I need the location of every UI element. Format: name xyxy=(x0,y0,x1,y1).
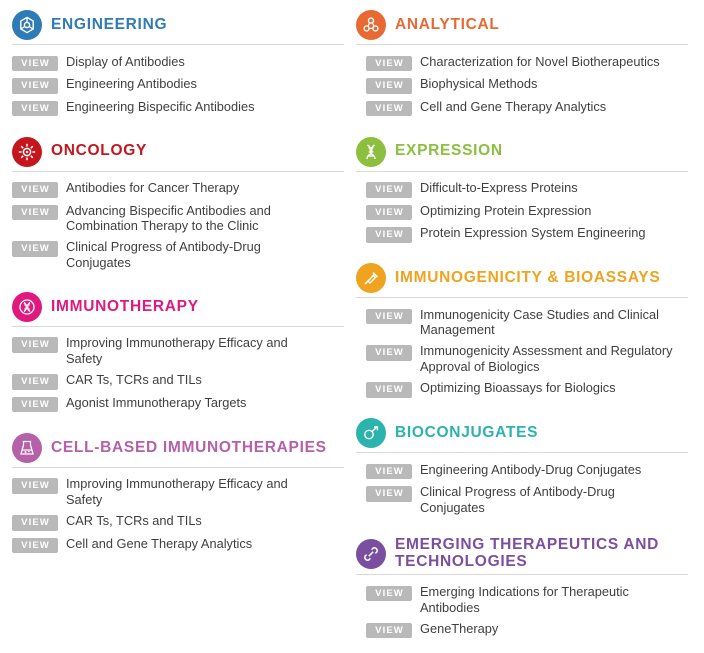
list-item[interactable] xyxy=(366,581,688,618)
session-title[interactable]: Engineering Antibodies xyxy=(66,76,197,91)
view-button[interactable]: VIEW xyxy=(12,478,58,494)
session-title[interactable]: Difficult-to-Express Proteins xyxy=(420,180,578,195)
list-item[interactable] xyxy=(12,392,344,415)
right-track-sections xyxy=(356,8,688,653)
session-list xyxy=(12,51,344,119)
view-button[interactable]: VIEW xyxy=(12,56,58,72)
session-title[interactable]: Immunogenicity Assessment and Regulatory Approval of Biologics xyxy=(420,343,673,375)
view-button[interactable]: VIEW xyxy=(366,345,412,361)
list-item[interactable] xyxy=(366,51,688,74)
view-button[interactable]: VIEW xyxy=(366,227,412,243)
section-title: EXPRESSION xyxy=(395,142,503,160)
immune-cell-icon xyxy=(12,292,42,322)
session-title[interactable]: Display of Antibodies xyxy=(66,53,185,69)
session-title[interactable]: Optimizing Protein Expression xyxy=(420,202,592,218)
section-title: ONCOLOGY xyxy=(51,142,148,160)
session-title[interactable]: Biophysical Methods xyxy=(420,76,538,91)
session-title[interactable]: Agonist Immunotherapy Targets xyxy=(66,394,247,410)
session-list xyxy=(356,459,688,518)
list-item[interactable] xyxy=(12,474,344,511)
section-immunogenicity-bioassays xyxy=(356,261,688,412)
session-title[interactable]: Immunogenicity Case Studies and Clinical Management xyxy=(420,306,659,338)
section-cell-based-immunotherapies xyxy=(12,431,344,568)
view-button[interactable]: VIEW xyxy=(12,337,58,353)
list-item[interactable] xyxy=(12,51,344,74)
view-button[interactable]: VIEW xyxy=(366,182,412,198)
section-header-oncology xyxy=(12,135,344,171)
section-expression xyxy=(356,135,688,258)
spacer xyxy=(12,415,344,427)
list-item[interactable] xyxy=(366,96,688,119)
conjugate-link-icon xyxy=(356,418,386,448)
session-list xyxy=(356,51,688,119)
view-button[interactable]: VIEW xyxy=(366,309,412,325)
syringe-icon xyxy=(356,263,386,293)
spacer xyxy=(356,641,688,653)
list-item[interactable] xyxy=(366,178,688,201)
list-item[interactable] xyxy=(366,223,688,246)
list-item[interactable] xyxy=(12,178,344,201)
session-title[interactable]: Clinical Progress of Antibody-Drug Conjugates xyxy=(66,239,261,271)
left-track-sections xyxy=(12,8,344,568)
list-item[interactable] xyxy=(366,341,688,378)
session-title[interactable]: Optimizing Bioassays for Biologics xyxy=(420,380,616,396)
section-header-expression xyxy=(356,135,688,171)
cell-burst-icon xyxy=(12,137,42,167)
list-item[interactable] xyxy=(12,96,344,119)
section-title: IMMUNOTHERAPY xyxy=(51,297,199,315)
view-button[interactable]: VIEW xyxy=(366,382,412,398)
list-item[interactable] xyxy=(366,378,688,401)
list-item[interactable] xyxy=(366,482,688,519)
right-column xyxy=(350,8,694,651)
session-title[interactable]: Cell and Gene Therapy Analytics xyxy=(66,535,253,551)
view-button[interactable]: VIEW xyxy=(12,101,58,117)
view-button[interactable]: VIEW xyxy=(12,515,58,531)
section-divider xyxy=(12,326,344,327)
spacer xyxy=(356,519,688,531)
session-list xyxy=(12,474,344,556)
left-column xyxy=(6,8,350,651)
session-list xyxy=(12,178,344,274)
view-button[interactable]: VIEW xyxy=(12,374,58,390)
list-item[interactable] xyxy=(366,618,688,641)
view-button[interactable]: VIEW xyxy=(366,56,412,72)
section-title: EMERGING THERAPEUTICS AND TECHNOLOGIES xyxy=(395,535,660,570)
spacer xyxy=(356,400,688,412)
section-header-engineering xyxy=(12,8,344,44)
session-title[interactable]: Improving Immunotherapy Efficacy and Safety xyxy=(66,335,288,367)
list-item[interactable] xyxy=(366,200,688,223)
session-title[interactable]: Emerging Indications for Therapeutic Antibodies xyxy=(420,583,629,615)
antibody-hex-icon xyxy=(12,10,42,40)
section-divider xyxy=(356,452,688,453)
session-title[interactable]: CAR Ts, TCRs and TILs xyxy=(66,513,202,529)
spacer xyxy=(12,556,344,568)
view-button[interactable]: VIEW xyxy=(12,538,58,554)
section-header-immunogenicity-bioassays xyxy=(356,261,688,297)
session-title[interactable]: Protein Expression System Engineering xyxy=(420,225,646,240)
session-title[interactable]: Cell and Gene Therapy Analytics xyxy=(420,98,607,114)
list-item[interactable] xyxy=(12,533,344,556)
spacer xyxy=(12,274,344,286)
section-divider xyxy=(356,574,688,575)
molecule-nodes-icon xyxy=(356,10,386,40)
list-item[interactable] xyxy=(366,74,688,97)
session-list xyxy=(12,333,344,415)
view-button[interactable]: VIEW xyxy=(12,205,58,221)
session-title[interactable]: Clinical Progress of Antibody-Drug Conjugates xyxy=(420,484,615,516)
section-divider xyxy=(12,171,344,172)
session-title[interactable]: Advancing Bispecific Antibodies and Combination Therapy to the Clinic xyxy=(66,202,271,234)
section-divider xyxy=(356,171,688,172)
view-button[interactable]: VIEW xyxy=(366,586,412,602)
session-list xyxy=(356,178,688,246)
section-header-bioconjugates xyxy=(356,416,688,452)
list-item[interactable] xyxy=(12,333,344,370)
section-engineering xyxy=(12,8,344,131)
view-button[interactable]: VIEW xyxy=(366,623,412,639)
session-title[interactable]: Characterization for Novel Biotherapeutics xyxy=(420,53,660,69)
section-immunotherapy xyxy=(12,290,344,427)
view-button[interactable]: VIEW xyxy=(366,464,412,480)
section-header-analytical xyxy=(356,8,688,44)
section-divider xyxy=(12,44,344,45)
view-button[interactable]: VIEW xyxy=(366,78,412,94)
session-title[interactable]: Engineering Antibody-Drug Conjugates xyxy=(420,461,642,477)
view-button[interactable]: VIEW xyxy=(12,397,58,413)
section-title: ENGINEERING xyxy=(51,15,168,33)
dna-strand-icon xyxy=(356,137,386,167)
section-header-immunotherapy xyxy=(12,290,344,326)
section-header-emerging-therapeutics xyxy=(356,535,688,574)
spacer xyxy=(356,245,688,257)
view-button[interactable]: VIEW xyxy=(12,182,58,198)
section-header-cell-based-immunotherapies xyxy=(12,431,344,467)
section-title: BIOCONJUGATES xyxy=(395,424,539,442)
view-button[interactable]: VIEW xyxy=(12,78,58,94)
list-item[interactable] xyxy=(366,304,688,341)
list-item[interactable] xyxy=(12,370,344,393)
spacer xyxy=(356,119,688,131)
view-button[interactable]: VIEW xyxy=(366,205,412,221)
list-item[interactable] xyxy=(12,237,344,274)
session-list xyxy=(356,581,688,640)
list-item[interactable] xyxy=(12,74,344,97)
view-button[interactable]: VIEW xyxy=(366,101,412,117)
list-item[interactable] xyxy=(12,200,344,237)
list-item[interactable] xyxy=(366,459,688,482)
view-button[interactable]: VIEW xyxy=(12,241,58,257)
section-divider xyxy=(356,44,688,45)
list-item[interactable] xyxy=(12,511,344,534)
cell-flask-icon xyxy=(12,433,42,463)
section-title: CELL-BASED IMMUNOTHERAPIES xyxy=(51,438,327,456)
section-bioconjugates xyxy=(356,416,688,530)
section-title: ANALYTICAL xyxy=(395,15,500,33)
session-list xyxy=(356,304,688,400)
chain-link-icon xyxy=(356,539,386,569)
section-divider xyxy=(356,297,688,298)
section-analytical xyxy=(356,8,688,131)
session-title[interactable]: Improving Immunotherapy Efficacy and Safety xyxy=(66,476,288,508)
section-title: IMMUNOGENICITY & BIOASSAYS xyxy=(395,268,661,286)
section-oncology xyxy=(12,135,344,286)
spacer xyxy=(12,119,344,131)
session-title[interactable]: Antibodies for Cancer Therapy xyxy=(66,180,240,195)
session-title[interactable]: Engineering Bispecific Antibodies xyxy=(66,98,255,114)
section-emerging-therapeutics xyxy=(356,535,688,653)
session-title[interactable]: GeneTherapy xyxy=(420,620,499,636)
session-title[interactable]: CAR Ts, TCRs and TILs xyxy=(66,372,202,388)
view-button[interactable]: VIEW xyxy=(366,486,412,502)
section-divider xyxy=(12,467,344,468)
